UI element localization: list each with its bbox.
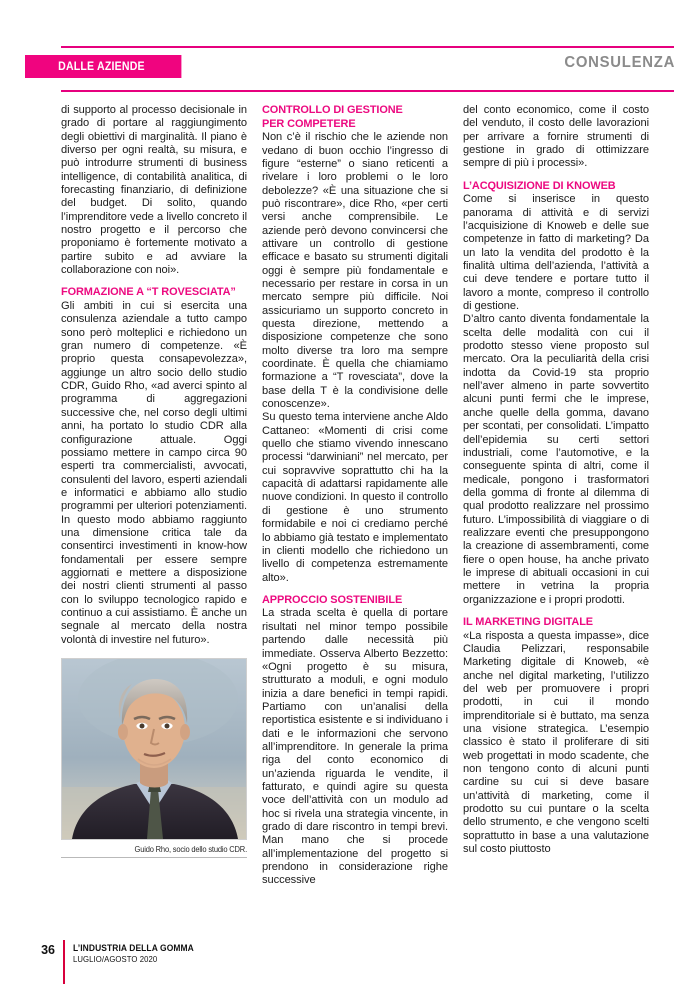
- paragraph-formazione: Gli ambiti in cui si esercita una consulenza aziendale a tutto campo sono però molteplici e richiedono un gran numero di competenze. «È proprio questa consapevolezza», aggiunge un altro socio dello studio CDR, Guido Rho, «ad averci spinto al programma di aggregazioni successive che, nel corso degli ultimi anni, ha portato lo studio CDR alla configurazione attuale. Oggi possiamo mettere in campo circa 90 esperti tra commercialisti, avvocati, consulenti del lavoro, esperti aziendali e informatici e abbiamo allo studio programmi per ulteriori potenziamenti. In questo modo abbiamo raggiunto una dimensione critica tale da consentirci investimenti in know-how fondamentali per essere sempre aggiornati e mettere a disposizione dei nostri clienti strumenti al passo con lo sviluppo tecnologico rapido e continuo a cui assistiamo. È anche un segnale al mercato della nostra volontà di investire nel futuro».: [61, 300, 247, 646]
- subhead-formazione: FORMAZIONE A “T ROVESCIATA”: [61, 286, 236, 299]
- paragraph-right-continued: del conto economico, come il costo del venduto, il costo delle lavorazioni per arrivare a fornire strumenti di gestione in grado di ottimizzare sempre di più i processi».: [463, 104, 649, 170]
- paragraph-controllo-1: Non c’è il rischio che le aziende non vedano di buon occhio l’ingresso di figure “esterne” o siano reticenti a rivelare i loro problemi o le loro debolezze? «È una situazione che si può riscontrare», dice Rho, «per certi versi anche comprensibile. Le aziende però devono convincersi che attivare un controllo di gestione efficace e basato su strumenti digitali oggi è sempre più fondamentale e necessario per restare in corsa in un mercato sempre più difficile. Noi assicuriamo un supporto concreto in questa direzione, mettendo a disposizione competenze che sono molto diverse tra loro ma sempre coordinate. È quella che chiamiamo formazione a “T rovesciata”, dove la base della T è la condivisione delle conoscenze».: [262, 131, 448, 411]
- column-middle: [262, 104, 448, 914]
- photo-caption: Guido Rho, socio dello studio CDR.: [134, 844, 247, 854]
- paragraph-controllo-2: Su questo tema interviene anche Aldo Cattaneo: «Momenti di crisi come quello che stiamo vivendo innescano processi “darwiniani” nel mercato, per cui sopravvive soprattutto chi ha la capacità di adattarsi rapidamente alle nuove condizioni. In questo il controllo di gestione è uno strumento formidabile e noi ci crediamo perché lo abbiamo già testato e implementato in clienti modello che richiedono un livello di competenza estremamente alto».: [262, 411, 448, 584]
- page-footer: [25, 940, 675, 974]
- photo-block: [61, 658, 247, 858]
- page-number: 36: [41, 943, 55, 957]
- paragraph-acquisizione-1: Come si inserisce in questo panorama di attività e di servizi l’acquisizione di Knoweb e delle sue competenze in fatto di marketing? Da un lato la vendita del prodotto è la finalità ultima dell’azienda, l’attività a cui deve tendere e portare tutto il lavoro a monte, compreso il controllo di gestione.: [463, 193, 649, 313]
- subhead-marketing: IL MARKETING DIGITALE: [463, 615, 594, 628]
- section-title: CONSULENZA: [564, 54, 675, 71]
- portrait-illustration: [62, 659, 246, 839]
- article-columns: [61, 104, 651, 914]
- subhead-approccio: APPROCCIO SOSTENIBILE: [262, 593, 403, 606]
- paragraph-approccio: La strada scelta è quella di portare risultati nel minor tempo possibile partendo dalle necessità più immediate. Osserva Alberto Bezzetto: «Ogni progetto è su misura, strutturato a moduli, e ogni modulo inizia a dare benefici in tempi rapidi. Partiamo con un’analisi della reportistica esistente e si individuano i dati e le informazioni che servono all’imprenditore. In generale la prima riga del conto economico di un’azienda riguarda le vendite, il fatturato, e quindi agire su questa voce dell’attività con un modulo ad hoc si rivela una strategia vincente, in grado di dare riscontro in tempi brevi. Man mano che si procede all’implementazione del progetto si prendono in considerazione righe successive: [262, 607, 448, 887]
- paragraph-continued: di supporto al processo decisionale in grado di portare al raggiungimento degli obiettivi di marginalità. Il piano è diverso per ogni realtà, su misura, e può introdurre strumenti di business intelligence, di contabilità analitica, di forecasting finanziario, di definizione del budget. Di solito, quando l’imprenditore vede a livello concreto il nostro progetto e il percorso che proponiamo è fortemente motivato a partire subito e ad avviare la collaborazione con noi».: [61, 104, 247, 277]
- publication-name: L’INDUSTRIA DELLA GOMMA: [72, 943, 194, 953]
- column-right: [463, 104, 649, 914]
- footer-text: [73, 940, 203, 964]
- header-rule-bottom: [61, 90, 674, 92]
- section-tag-badge: DALLE AZIENDE: [25, 55, 181, 78]
- caption-rule: [61, 857, 247, 858]
- footer-divider: [63, 940, 65, 984]
- portrait-photo: [61, 658, 247, 840]
- subhead-acquisizione: L’ACQUISIZIONE DI KNOWEB: [463, 179, 616, 192]
- column-left: [61, 104, 247, 914]
- paragraph-acquisizione-2: D’altro canto diventa fondamentale la scelta delle modalità con cui il prodotto stesso viene proposto sul mercato. Ora la peculiarità della crisi indotta da Covid-19 sta proprio nell’aver almeno in parte sovvertito alcuni punti fermi che le imprese, anche quelle della gomma, davano per scontati, per consolidati. L’impatto dell’epidemia su certi settori industriali, come l’automotive, e la conseguente spinta di altri, come il medicale, pongono i trasformatori della gomma di fronte al dilemma di qual prodotto realizzare nel prossimo futuro. L’impossibilità di viaggiare o di realizzare eventi che presuppongono la creazione di assembramenti, come fiere o open house, ha anche privato le imprese di abituali occasioni in cui mettere in vetrina la propria organizzazione e i propri prodotti.: [463, 313, 649, 606]
- paragraph-marketing: «La risposta a questa impasse», dice Claudia Pelizzari, responsabile Marketing digitale di Knoweb, «è anche nel digital marketing, l’utilizzo del web per promuovere i propri prodotti, in cui il mondo imprenditoriale si è buttato, ma senza una visione strategica. L’esempio classico è stato il proliferare di siti web progettati in modo scadente, che non tengono conto di alcuni punti cardine su cui si deve basare un’attività di marketing, come il prodotto su cui puntare o la scelta dello strumento, e che vengono scelti soprattutto in base a una valutazione sul costo piuttosto: [463, 629, 649, 856]
- subhead-controllo-line2: PER COMPETERE: [262, 117, 356, 130]
- page-header: [25, 46, 675, 94]
- issue-date: LUGLIO/AGOSTO 2020: [72, 954, 157, 964]
- header-rule-top: [61, 46, 674, 48]
- subhead-controllo-line1: CONTROLLO DI GESTIONE: [262, 104, 403, 116]
